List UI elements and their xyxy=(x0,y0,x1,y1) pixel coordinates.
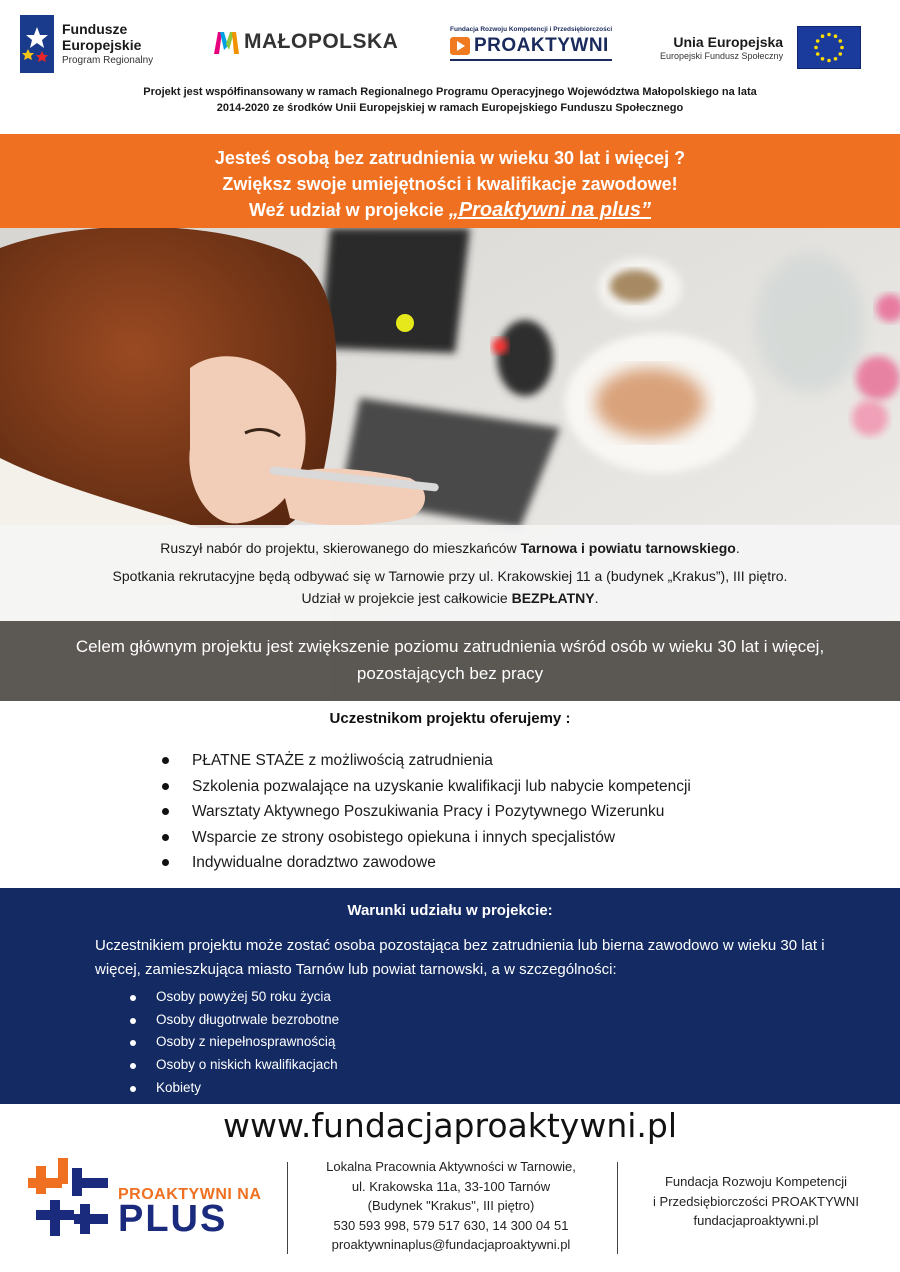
info-p1-suffix: . xyxy=(735,540,740,556)
list-item: Osoby o niskich kwalifikacjach xyxy=(128,1054,339,1077)
footer-divider xyxy=(287,1162,288,1254)
eu-line1: Unia Europejska xyxy=(673,33,784,50)
foundation-line: i Przedsiębiorczości PROAKTYWNI xyxy=(653,1193,859,1209)
info-p3-suffix: . xyxy=(594,590,599,606)
proaktywni-plus-logo xyxy=(28,1158,278,1242)
list-item: Osoby długotrwale bezrobotne xyxy=(128,1009,339,1032)
plus-logo-big-text: PLUS xyxy=(118,1198,228,1240)
list-item: Warsztaty Aktywnego Poszukiwania Pracy i Pozytywnego Wizerunku xyxy=(160,799,691,825)
conditions-list xyxy=(128,986,339,1100)
eu-star-icon xyxy=(840,46,844,50)
list-item: Indywidualne doradztwo zawodowe xyxy=(160,850,691,876)
proaktywni-top-text: Fundacja Rozwoju Kompetencji i Przedsiębiorczości xyxy=(450,26,613,33)
headline-line3 xyxy=(0,197,900,223)
goal-line2: pozostających bez pracy xyxy=(356,664,544,683)
eu-star-icon xyxy=(827,33,831,37)
address-line: (Budynek "Krakus", III piętro) xyxy=(367,1198,535,1213)
footer-address xyxy=(296,1157,606,1255)
eu-star-icon xyxy=(816,52,820,56)
cofunding-line1: Projekt jest współfinansowany w ramach Regionalnego Programu Operacyjnego Województwa Małopolskiego na lata xyxy=(143,86,757,98)
eu-flag-icon xyxy=(797,26,861,69)
eu-star-icon xyxy=(839,39,843,43)
headline-banner xyxy=(0,134,900,228)
footer-divider xyxy=(617,1162,618,1254)
list-item: Wsparcie ze strony osobistego opiekuna i innych specjalistów xyxy=(160,825,691,851)
conditions-intro: Uczestnikiem projektu może zostać osoba pozostająca bez zatrudnienia lub bierna zawodowo w wieku 30 lat i więcej, zamieszkująca miasto Tarnów lub powiat tarnowski, a w szczególności: xyxy=(95,937,825,978)
logos-header xyxy=(0,0,900,82)
footer-foundation xyxy=(628,1172,884,1231)
fe-line2: Europejskie xyxy=(62,36,142,53)
list-item: Osoby z niepełnosprawnością xyxy=(128,1031,339,1054)
info-p1 xyxy=(0,537,900,559)
info-p3 xyxy=(0,587,900,609)
play-icon xyxy=(450,37,470,55)
offer-list xyxy=(160,748,691,876)
eu-star-icon xyxy=(821,57,825,61)
plus-cross-icon xyxy=(28,1158,110,1238)
eu-line2: Europejski Fundusz Społeczny xyxy=(660,50,784,61)
conditions-title: Warunki udziału w projekcie: xyxy=(347,902,553,919)
list-item: Osoby powyżej 50 roku życia xyxy=(128,986,339,1009)
malopolska-logo xyxy=(212,28,398,56)
plus-logo-small-text: PROAKTYWNI NA xyxy=(118,1186,262,1203)
info-p3-bold: BEZPŁATNY xyxy=(511,590,595,606)
malopolska-m-icon xyxy=(212,28,240,56)
cofunding-statement xyxy=(0,84,900,116)
goal-line1: Celem głównym projektu jest zwiększenie poziomu zatrudnienia wśród osób w wieku 30 lat i więcej, xyxy=(75,637,825,656)
headline-line1: Jesteś osobą bez zatrudnienia w wieku 30 lat i więcej ? xyxy=(214,148,686,168)
cofunding-line2: 2014-2020 ze środków Unii Europejskiej w ramach Europejskiego Funduszu Społecznego xyxy=(216,102,684,114)
headline-line3-prefix: Weź udział w projekcie xyxy=(249,200,449,220)
info-p3-prefix: Udział w projekcie jest całkowicie xyxy=(301,590,512,606)
info-p1-prefix: Ruszył nabór do projektu, skierowanego do mieszkańców xyxy=(160,540,521,556)
project-name: „Proaktywni na plus” xyxy=(448,199,651,221)
foundation-website[interactable]: fundacjaproaktywni.pl xyxy=(693,1213,819,1228)
eu-logo xyxy=(660,26,861,69)
list-item: PŁATNE STAŻE z możliwością zatrudnienia xyxy=(160,748,691,774)
eu-star-icon xyxy=(834,57,838,61)
participation-conditions xyxy=(0,888,900,1104)
malopolska-text: MAŁOPOLSKA xyxy=(244,30,399,53)
eu-star-icon xyxy=(834,34,838,38)
info-p1-bold: Tarnowa i powiatu tarnowskiego xyxy=(520,540,736,556)
fe-line3: Program Regionalny xyxy=(62,54,154,66)
list-item: Kobiety xyxy=(128,1077,339,1100)
eu-star-icon xyxy=(839,52,843,56)
website-link[interactable]: www.fundacjaproaktywni.pl xyxy=(222,1106,678,1145)
recruitment-info xyxy=(0,525,900,621)
headline-line2: Zwiększ swoje umiejętności i kwalifikacje zawodowe! xyxy=(222,174,678,194)
address-line: ul. Krakowska 11a, 33-100 Tarnów xyxy=(351,1178,551,1194)
project-goal xyxy=(0,621,900,701)
fe-line1: Fundusze xyxy=(62,21,128,38)
proaktywni-logo xyxy=(450,26,615,61)
fundusze-europejskie-logo xyxy=(20,14,153,74)
proaktywni-underline xyxy=(450,59,612,61)
phone-numbers: 530 593 998, 579 517 630, 14 300 04 51 xyxy=(333,1217,569,1233)
email-link[interactable]: proaktywninaplus@fundacjaproaktywni.pl xyxy=(331,1237,571,1252)
fe-stars-icon xyxy=(20,15,54,73)
eu-star-icon xyxy=(827,59,831,63)
list-item: Szkolenia pozwalające na uzyskanie kwalifikacji lub nabycie kompetencji xyxy=(160,774,691,800)
address-line: Lokalna Pracownia Aktywności w Tarnowie, xyxy=(326,1159,576,1174)
eu-star-icon xyxy=(816,39,820,43)
offer-title: Uczestnikom projektu oferujemy : xyxy=(329,710,571,727)
eu-star-icon xyxy=(821,34,825,38)
foundation-line: Fundacja Rozwoju Kompetencji xyxy=(664,1174,848,1189)
eu-star-icon xyxy=(814,46,818,50)
info-p2: Spotkania rekrutacyjne będą odbywać się w Tarnowie przy ul. Krakowskiej 11 a (budynek „Krakus”), III piętro. xyxy=(112,568,788,584)
proaktywni-word: PROAKTYWNI xyxy=(474,35,609,56)
